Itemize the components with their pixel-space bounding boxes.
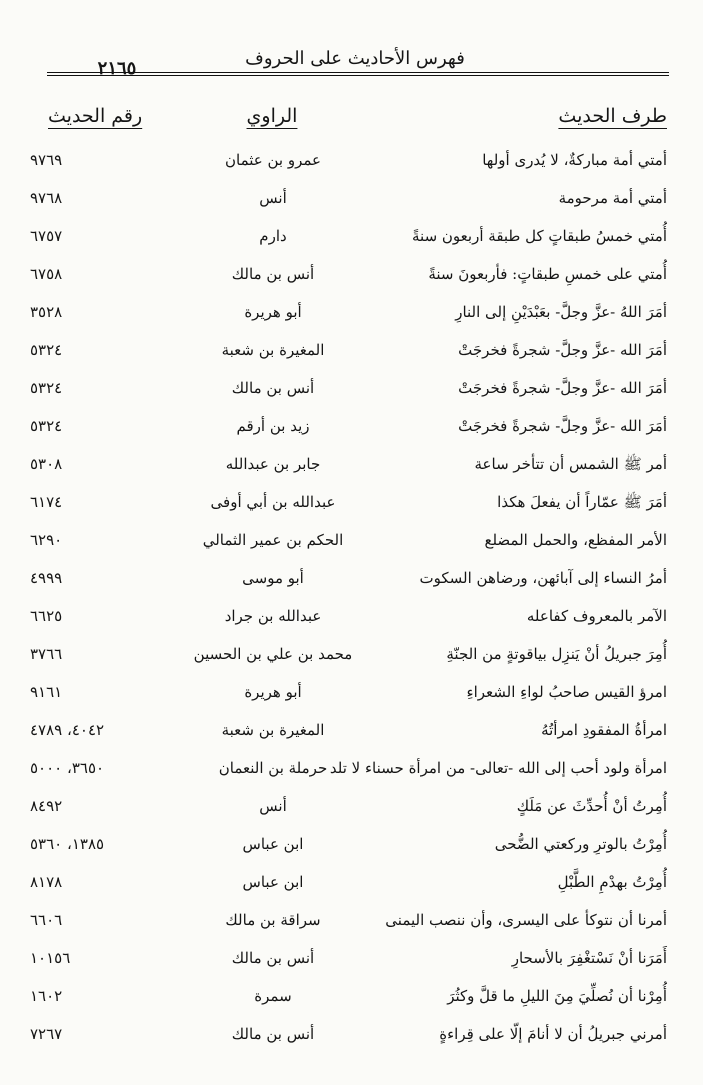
number-cell: ٤٩٩٩ bbox=[30, 569, 63, 587]
table-row bbox=[0, 754, 703, 782]
number-cell: ٤٠٤٢، ٤٧٨٩ bbox=[30, 721, 105, 739]
narrator-cell: أبو هريرة bbox=[244, 303, 302, 321]
narrator-cell: أنس بن مالك bbox=[231, 379, 315, 397]
narrator-cell: الحكم بن عمير الثمالي bbox=[202, 531, 344, 549]
hadith-cell: أمَرَ الله -عزَّ وجلَّ- شجرةً فخرجَتْ bbox=[458, 379, 667, 397]
table-row bbox=[0, 1020, 703, 1048]
number-cell: ٦٢٩٠ bbox=[30, 531, 63, 549]
number-cell: ٦٦٠٦ bbox=[30, 911, 63, 929]
narrator-cell: عمرو بن عثمان bbox=[224, 151, 321, 169]
hadith-cell: أمرنا أن نتوكأ على اليسرى، وأن ننصب اليمنى bbox=[385, 911, 667, 929]
hadith-cell: أُمتي خمسُ طبقاتٍ كل طبقة أربعون سنةً bbox=[412, 227, 667, 245]
column-header-number: رقم الحديث bbox=[48, 105, 143, 127]
narrator-cell: ابن عباس bbox=[242, 873, 304, 891]
hadith-cell: أُمِرَ جبريلُ أنْ يَنزِل بياقوتةٍ من الجنّةِ bbox=[446, 645, 667, 663]
hadith-cell: أَمَرَنا أنْ نَسْتغْفِرَ بالأسحارِ bbox=[511, 949, 667, 967]
table-row bbox=[0, 640, 703, 668]
number-cell: ٩٧٦٩ bbox=[30, 151, 63, 169]
number-cell: ٦٧٥٧ bbox=[30, 227, 63, 245]
hadith-cell: أُمِرْتُ بالوترِ وركعتي الضُّحى bbox=[494, 835, 667, 853]
table-row bbox=[0, 602, 703, 630]
narrator-cell: أنس bbox=[259, 189, 287, 207]
narrator-cell: أنس بن مالك bbox=[231, 265, 315, 283]
hadith-cell: أُمِرْنا أن نُصلِّيَ مِنَ الليلِ ما قلَّ وكثُرَ bbox=[447, 987, 667, 1005]
hadith-cell: أمَرَ الله -عزَّ وجلَّ- شجرةً فخرجَتْ bbox=[458, 341, 667, 359]
table-row bbox=[0, 830, 703, 858]
number-cell: ٣٥٢٨ bbox=[30, 303, 63, 321]
narrator-cell: حرملة بن النعمان bbox=[218, 759, 328, 777]
header-rule-line bbox=[47, 75, 669, 76]
table-row bbox=[0, 374, 703, 402]
hadith-cell: امرأةُ المفقودِ امرأتُهُ bbox=[541, 721, 667, 739]
table-row bbox=[0, 716, 703, 744]
narrator-cell: سراقة بن مالك bbox=[225, 911, 321, 929]
column-header-narrator: الراوي bbox=[246, 105, 298, 127]
hadith-cell: أمتي أمة مرحومة bbox=[558, 189, 667, 207]
number-cell: ٨١٧٨ bbox=[30, 873, 63, 891]
narrator-cell: محمد بن علي بن الحسين bbox=[193, 645, 353, 663]
hadith-cell: أمر ﷺ الشمس أن تتأخر ساعة bbox=[474, 455, 667, 473]
hadith-cell: أمَرَ ﷺ عمّاراً أن يفعلَ هكذا bbox=[497, 493, 667, 511]
table-row bbox=[0, 488, 703, 516]
table-row bbox=[0, 792, 703, 820]
table-row bbox=[0, 944, 703, 972]
hadith-cell: أمَرَ اللهُ -عزَّ وجلَّ- بعَبْدَيْنِ إلى النارِ bbox=[455, 303, 667, 321]
table-row bbox=[0, 184, 703, 212]
header-rule-line bbox=[47, 72, 669, 73]
table-row bbox=[0, 450, 703, 478]
narrator-cell: أبو هريرة bbox=[244, 683, 302, 701]
table-row bbox=[0, 526, 703, 554]
hadith-cell: أمَرَ الله -عزَّ وجلَّ- شجرةً فخرجَتْ bbox=[458, 417, 667, 435]
narrator-cell: جابر بن عبدالله bbox=[225, 455, 321, 473]
table-row bbox=[0, 982, 703, 1010]
narrator-cell: عبدالله بن أبي أوفى bbox=[210, 493, 336, 511]
table-row bbox=[0, 678, 703, 706]
hadith-cell: الآمر بالمعروف كفاعله bbox=[526, 607, 667, 625]
table-row bbox=[0, 146, 703, 174]
hadith-cell: أُمِرْتُ بهدْمِ الطَّبْلِ bbox=[557, 873, 667, 891]
hadith-cell: امرأة ولود أحب إلى الله -تعالى- من امرأة حسناء لا تلد bbox=[329, 759, 667, 777]
number-cell: ٥٣٢٤ bbox=[30, 417, 63, 435]
hadith-cell: أمرني جبريلُ أن لا أنامَ إلّا على قِراءةٍ bbox=[439, 1025, 667, 1043]
number-cell: ٣٧٦٦ bbox=[30, 645, 63, 663]
hadith-cell: امرؤ القيس صاحبُ لواءِ الشعراءِ bbox=[466, 683, 667, 701]
narrator-cell: المغيرة بن شعبة bbox=[221, 721, 325, 739]
number-cell: ١٠١٥٦ bbox=[30, 949, 71, 967]
table-row bbox=[0, 336, 703, 364]
hadith-cell: أُمِرتُ أنْ أُحدِّثَ عن مَلَكٍ bbox=[516, 797, 667, 815]
number-cell: ٥٣٢٤ bbox=[30, 341, 63, 359]
header-rule bbox=[47, 72, 669, 77]
number-cell: ١٣٨٥، ٥٣٦٠ bbox=[30, 835, 105, 853]
hadith-cell: أمتي أمة مباركةٌ، لا يُدرى أولها bbox=[482, 151, 667, 169]
number-cell: ٧٢٦٧ bbox=[30, 1025, 63, 1043]
narrator-cell: المغيرة بن شعبة bbox=[221, 341, 325, 359]
page-number: ٢١٦٥ bbox=[97, 58, 137, 79]
narrator-cell: سمرة bbox=[254, 987, 292, 1005]
table-row bbox=[0, 906, 703, 934]
number-cell: ٥٣٢٤ bbox=[30, 379, 63, 397]
number-cell: ٩٧٦٨ bbox=[30, 189, 63, 207]
table-row bbox=[0, 868, 703, 896]
hadith-cell: أُمتي على خمسِ طبقاتٍ: فأربعونَ سنةً bbox=[428, 265, 667, 283]
table-row bbox=[0, 412, 703, 440]
number-cell: ٦٧٥٨ bbox=[30, 265, 63, 283]
table-row bbox=[0, 222, 703, 250]
running-title: فهرس الأحاديث على الحروف bbox=[245, 48, 465, 69]
table-row bbox=[0, 298, 703, 326]
table-row bbox=[0, 260, 703, 288]
hadith-cell: أمرُ النساء إلى آبائهن، ورضاهن السكوت bbox=[419, 569, 667, 587]
narrator-cell: أنس bbox=[259, 797, 287, 815]
table-row bbox=[0, 564, 703, 592]
narrator-cell: أنس بن مالك bbox=[231, 949, 315, 967]
number-cell: ٦١٧٤ bbox=[30, 493, 63, 511]
narrator-cell: عبدالله بن جراد bbox=[224, 607, 322, 625]
narrator-cell: أنس بن مالك bbox=[231, 1025, 315, 1043]
hadith-cell: الأمر المفظع، والحمل المضلع bbox=[484, 531, 667, 549]
column-header-hadith: طرف الحديث bbox=[558, 105, 667, 127]
number-cell: ٩١٦١ bbox=[30, 683, 63, 701]
narrator-cell: زيد بن أرقم bbox=[236, 417, 310, 435]
narrator-cell: دارم bbox=[259, 227, 287, 245]
number-cell: ٦٦٢٥ bbox=[30, 607, 63, 625]
narrator-cell: أبو موسى bbox=[242, 569, 304, 587]
number-cell: ٣٦٥٠، ٥٠٠٠ bbox=[30, 759, 105, 777]
number-cell: ٥٣٠٨ bbox=[30, 455, 63, 473]
number-cell: ٨٤٩٢ bbox=[30, 797, 63, 815]
number-cell: ١٦٠٢ bbox=[30, 987, 63, 1005]
narrator-cell: ابن عباس bbox=[242, 835, 304, 853]
